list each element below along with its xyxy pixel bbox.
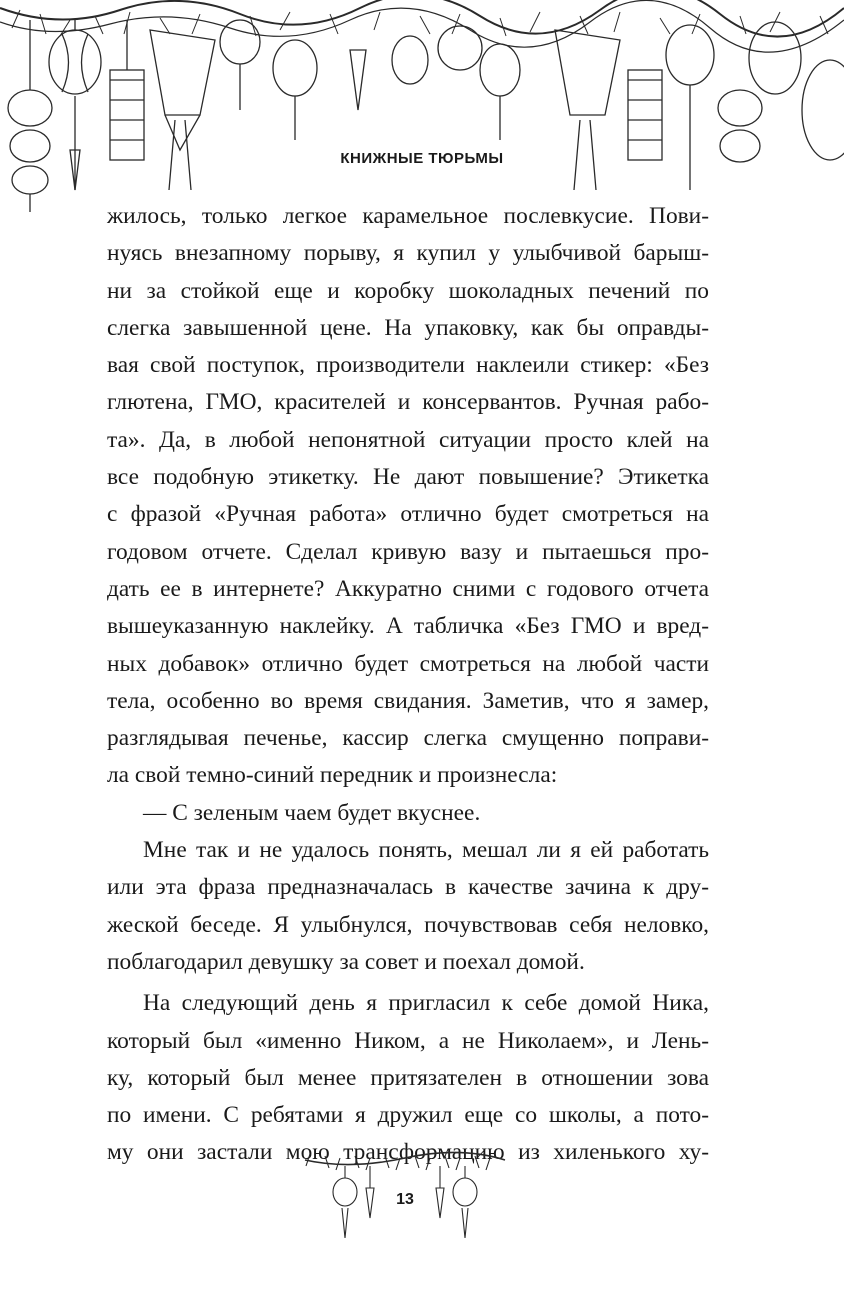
text-line: с фразой «Ручная работа» отлично будет смотреться на xyxy=(107,501,709,528)
text-line: Мне так и не удалось понять, мешал ли я ей работать xyxy=(143,837,709,864)
text-line: ни за стойкой еще и коробку шоколадных печений по xyxy=(107,277,709,304)
page-number: 13 xyxy=(396,1191,414,1208)
text-line: дать ее в интернете? Аккуратно сними с годового отчета xyxy=(107,575,709,602)
text-line: ных добавок» отлично будет смотреться на любой части xyxy=(107,650,709,677)
text-line: или эта фраза предназначалась в качестве зачина к дру- xyxy=(107,874,709,901)
text-line: глютена, ГМО, красителей и консервантов. Ручная рабо- xyxy=(107,389,709,416)
text-line: На следующий день я пригласил к себе домой Ника, xyxy=(143,990,709,1017)
text-line: ку, который был менее притязателен в отношении зова xyxy=(107,1064,709,1091)
text-line: жилось, только легкое карамельное послевкусие. Пови- xyxy=(107,203,709,229)
text-line: по имени. С ребятами я дружил еще со школы, а пото- xyxy=(107,1102,709,1129)
text-line: нуясь внезапному порыву, я купил у улыбчивой барыш- xyxy=(107,240,709,267)
page-body-text xyxy=(107,198,709,1172)
running-title xyxy=(0,150,844,167)
text-line: жеской беседе. Я улыбнулся, почувствовав себя неловко, xyxy=(107,911,709,938)
text-line: му они застали мою трансформацию из хиленького ху- xyxy=(107,1139,709,1166)
text-line: который был «именно Ником, а не Николаем», и Лень- xyxy=(107,1027,709,1054)
hanging-lanterns-garland-icon xyxy=(0,0,844,215)
text-line: тела, особенно во время свидания. Заметив, что я замер, xyxy=(107,687,709,714)
text-line: все подобную этикетку. Не дают повышение? Этикетка xyxy=(107,464,709,491)
text-line: вая свой поступок, производители наклеили стикер: «Без xyxy=(107,352,709,379)
text-line: годовом отчете. Сделал кривую вазу и пытаешься про- xyxy=(107,538,709,565)
text-line: разглядывая печенье, кассир слегка смущенно поправи- xyxy=(107,725,709,752)
text-line: слегка завышенной цене. На упаковку, как бы оправды- xyxy=(107,314,709,341)
text-line: вышеуказанную наклейку. А табличка «Без ГМО и вред- xyxy=(107,613,709,640)
text-line: та». Да, в любой непонятной ситуации просто клей на xyxy=(107,426,709,453)
dialogue-line: — С зеленым чаем будет вкуснее. xyxy=(143,799,481,826)
text-line: ла свой темно-синий передник и произнесла: xyxy=(107,762,558,789)
text-line: поблагодарил девушку за совет и поехал домой. xyxy=(107,948,585,975)
running-title-text: КНИЖНЫЕ ТЮРЬМЫ xyxy=(332,148,511,169)
